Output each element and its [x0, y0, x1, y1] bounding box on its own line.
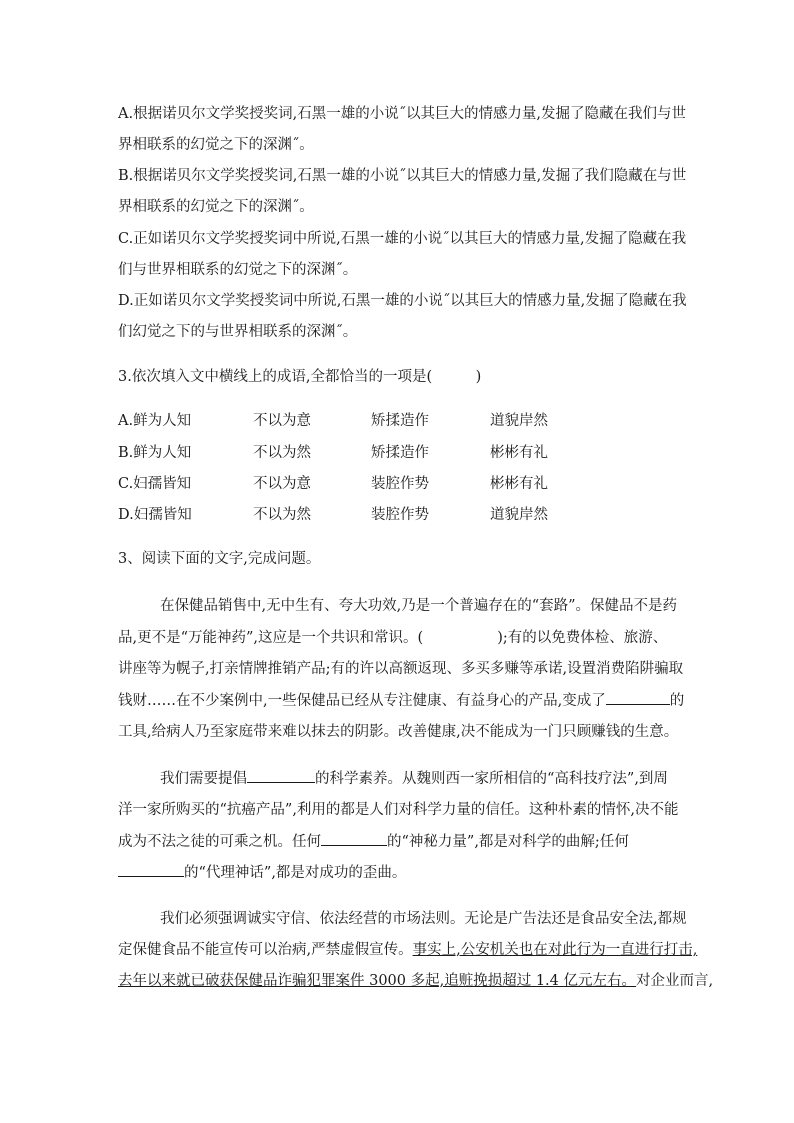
p2-line4-text: 的“代理神话”,都是对成功的歪曲。: [184, 865, 407, 881]
fill-blank: [321, 831, 387, 846]
p2-line3: [118, 830, 629, 851]
q3-cell: D.妇孺皆知: [118, 507, 192, 523]
q2-option-c-line1: C.正如诺贝尔文学奖授奖词中所说,石黑一雄的小说˝以其巨大的情感力量,发掘了隐藏在我: [118, 231, 687, 247]
q3-cell: 不以为意: [253, 476, 311, 492]
q2-option-a-line2: 界相联系的幻觉之下的深渊˝。: [118, 137, 314, 153]
q3-option-row: [118, 472, 610, 493]
q3-cell: 不以为然: [253, 507, 311, 523]
p2-line1-b: 的科学素养。从魏则西一家所相信的“高科技疗法”,到周: [315, 771, 668, 787]
p1-line1: 在保健品销售中,无中生有、夸大功效,乃是一个普遍存在的“套路”。保健品不是药: [160, 598, 678, 614]
q3-question: 3.依次填入文中横线上的成语,全都恰当的一项是( ): [118, 369, 482, 385]
q2-option-b-line1: B.根据诺贝尔文学奖授奖词,石黑一雄的小说˝以其巨大的情感力量,发掘了我们隐藏在与世: [118, 168, 687, 184]
p3-line3: [118, 969, 713, 990]
section3-heading: 3、阅读下面的文字,完成问题。: [118, 551, 321, 567]
p1-line4-b: 的: [669, 693, 685, 709]
q3-cell: 彬彬有礼: [490, 476, 548, 492]
q3-cell: 矫揉造作: [371, 413, 429, 429]
q3-option-row: [118, 409, 610, 430]
q3-option-row: [118, 503, 610, 524]
q3-cell: 矫揉造作: [371, 445, 429, 461]
q2-option-a-line1: A.根据诺贝尔文学奖授奖词,石黑一雄的小说˝以其巨大的情感力量,发掘了隐藏在我们与世: [118, 106, 687, 122]
q2-option-b-line2: 界相联系的幻觉之下的深渊˝。: [118, 199, 314, 215]
q3-cell: 装腔作势: [371, 476, 429, 492]
p1-line2-a: 品,更不是“万能神药”,这应是一个共识和常识。(: [118, 630, 424, 646]
p1-line3: 讲座等为幌子,打亲情牌推销产品;有的许以高额返现、多买多赚等承诺,设置消费陷阱骗取: [118, 661, 684, 677]
p3-line1: 我们必须强调诚实守信、依法经营的市场法则。无论是广告法还是食品安全法,都规: [160, 911, 687, 927]
p2-line2: 洋一家所购买的“抗癌产品”,利用的都是人们对科学力量的信任。这种朴素的情怀,决不能: [118, 802, 679, 818]
p3-underlined-sentence: 事实上,公安机关也在对此行为一直进行打击,: [412, 942, 698, 958]
p1-line4: [118, 689, 684, 710]
q3-cell: A.鲜为人知: [118, 413, 192, 429]
p2-line1-a: 我们需要提倡: [160, 771, 247, 787]
p2-line4: [118, 861, 406, 882]
p3-line2: [118, 938, 697, 959]
q3-cell: 道貌岸然: [490, 413, 548, 429]
q3-cell: 装腔作势: [371, 507, 429, 523]
p3-line2-a: 定保健食品不能宣传可以治病,严禁虚假宣传。: [118, 942, 413, 958]
q3-cell: 彬彬有礼: [490, 445, 548, 461]
q2-option-d-line1: D.正如诺贝尔文学奖授奖词中所说,石黑一雄的小说˝以其巨大的情感力量,发掘了隐藏在我: [118, 293, 687, 309]
p2-line3-b: 的“神秘力量”,都是对科学的曲解;任何: [387, 834, 629, 850]
fill-blank: [118, 862, 184, 877]
q3-cell: C.妇孺皆知: [118, 476, 192, 492]
q3-cell: 道貌岸然: [490, 507, 548, 523]
p1-line2: [118, 626, 667, 647]
fill-blank: [247, 768, 315, 783]
p1-line4-a: 钱财……在不少案例中,一些保健品已经从专注健康、有益身心的产品,变成了: [118, 693, 606, 709]
p1-line5: 工具,给病人乃至家庭带来难以抹去的阴影。改善健康,决不能成为一门只顾赚钱的生意。: [118, 724, 679, 740]
p2-line3-a: 成为不法之徒的可乘之机。任何: [118, 834, 321, 850]
p3-underlined-sentence-cont: 去年以来就已破获保健品诈骗犯罪案件 3000 多起,追赃挽损超过 1.4 亿元左右。: [118, 973, 637, 989]
q3-cell: 不以为意: [253, 413, 311, 429]
q2-option-c-line2: 们与世界相联系的幻觉之下的深渊˝。: [118, 262, 358, 278]
p3-line3-b: 对企业而言,: [636, 973, 714, 989]
fill-blank: [606, 690, 670, 705]
q3-cell: 不以为然: [253, 445, 311, 461]
p2-line1: [160, 767, 668, 788]
q2-option-d-line2: 们幻觉之下的与世界相联系的深渊˝。: [118, 324, 358, 340]
q3-option-row: [118, 441, 610, 462]
p1-line2-b: );有的以免费体检、旅游、: [497, 630, 668, 646]
q3-cell: B.鲜为人知: [118, 445, 192, 461]
